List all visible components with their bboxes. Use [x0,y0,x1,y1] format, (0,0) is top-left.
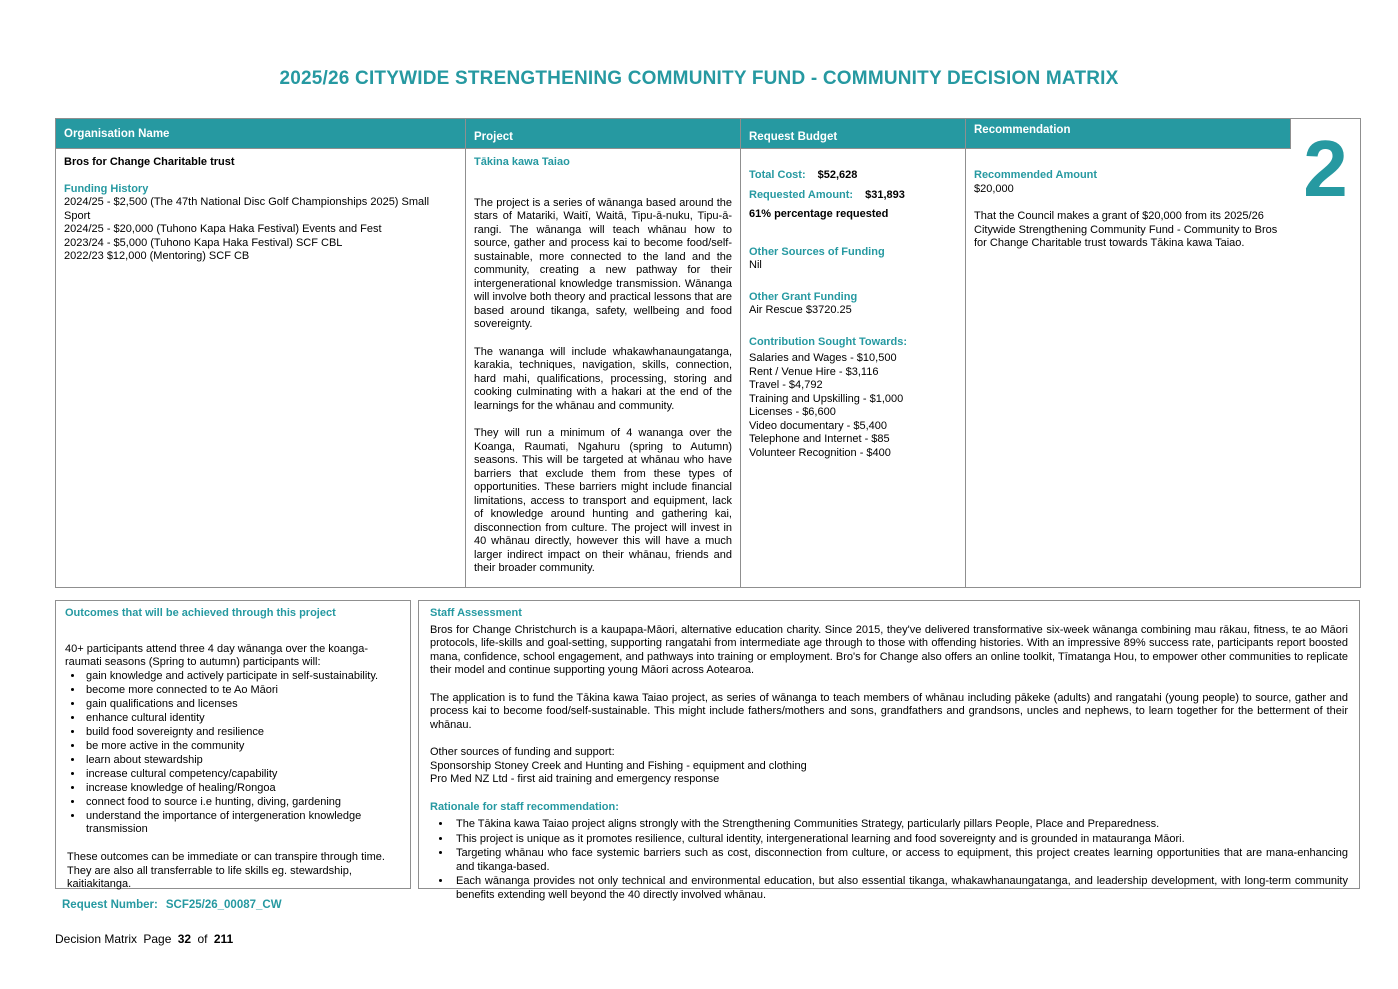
other-funding-line: Sponsorship Stoney Creek and Hunting and Fishing - equipment and clothing [430,759,807,772]
outcome-item: • learn about stewardship [84,754,401,768]
outcome-item: • be more active in the community [84,740,401,754]
footer-doc-label: Decision Matrix [55,932,138,946]
project-title: Tākina kawa Taiao [474,156,570,168]
outcome-item: • enhance cultural identity [84,712,401,726]
other-sources-value: Nil [749,259,762,271]
staff-assessment-paragraph: Bros for Change Christchurch is a kaupapa-Māori, alternative education charity. Since 2015, they've delivered transformative six-week wānanga combining mau rākau, fitness, te ao Māori protocols, life-skills and goal-setting, supporting rangatahi from intermediate age through to those with offending histories. With an impressive 89% success rate, participants report boosted mana, confidence, school engagement, and pathways into training or employment. Bro's for Change also offers an online toolkit, Tīmatanga Hou, to empower other communities to replicate their model and continue supporting young Māori across Aotearoa. [430,623,1348,676]
column-header-recommendation: Recommendation [966,119,1291,149]
contribution-line: Licenses - $6,600 [749,406,836,418]
other-sources-label: Other Sources of Funding [749,245,885,258]
contribution-line: Volunteer Recognition - $400 [749,446,891,459]
rationale-item: • This project is unique as it promotes resilience, cultural identity, intergenerational learning and food sovereignty and is grounded in matauranga Māori. [452,833,1348,847]
outcome-item: • increase cultural competency/capability [84,768,401,782]
outcome-item: • become more connected to te Ao Māori [84,684,401,698]
footer-of-label: of [197,932,208,946]
recommendation-cell [966,149,1291,587]
contribution-line: Travel - $4,792 [749,379,823,391]
percentage-requested: 61% percentage requested [749,208,889,220]
other-funding-line: Pro Med NZ Ltd - first aid training and emergency response [430,773,720,785]
outcome-item: • gain knowledge and actively participate in self-sustainability. [84,670,401,684]
outcomes-box [55,600,411,889]
project-cell [466,149,741,587]
footer-page-total: 211 [213,932,234,946]
rationale-item: • Targeting whānau who face systemic barriers such as cost, disconnection from culture, or access to equipment, this project creates learning opportunities that are mana-enhancing and tikanga-based. [452,847,1348,874]
requested-amount-value: $31,893 [865,188,905,201]
budget-cell [741,149,966,587]
column-header-organisation: Organisation Name [56,119,466,149]
decision-matrix-table [55,118,1361,588]
page-footer [55,932,236,946]
outcome-item: • increase knowledge of healing/Rongoa [84,782,401,796]
funding-history-line: 2022/23 $12,000 (Mentoring) SCF CB [64,250,250,262]
staff-assessment-box [418,600,1360,901]
contribution-line: Rent / Venue Hire - $3,116 [749,365,879,378]
page-title: 2025/26 CITYWIDE STRENGTHENING COMMUNITY FUND - COMMUNITY DECISION MATRIX [279,68,1119,89]
outcome-item: • gain qualifications and licenses [84,698,401,712]
outcome-item: • build food sovereignty and resilience [84,726,401,740]
organisation-cell [56,149,466,587]
request-number [62,899,282,911]
outcomes-list [71,670,401,837]
requested-amount-label: Requested Amount: [749,188,854,201]
funding-history-line: 2023/24 - $5,000 (Tuhono Kapa Haka Festival) SCF CBL [64,236,343,249]
request-number-value: SCF25/26_00087_CW [165,899,282,911]
outcomes-intro: 40+ participants attend three 4 day wānanga over the koanga-raumati seasons (Spring to autumn) participants will: [65,642,369,668]
contribution-line: Telephone and Internet - $85 [749,433,890,445]
staff-assessment-paragraph: The application is to fund the Tākina kawa Taiao project, as series of wānanga to teach members of whānau including pākeke (adults) and rangatahi (young people) to source, gather and process kai to become food/self-sustainable. This might include fathers/mothers and sons, grandfathers and grandsons, uncles and nephews, to learn together for the betterment of their whānau. [430,691,1348,731]
rationale-label: Rationale for staff recommendation: [430,800,619,813]
total-cost-value: $52,628 [817,169,858,181]
project-paragraph: The project is a series of wānanga based around the stars of Matariki, Waitī, Waitā, Tipu-ā-nuku, Tipu-ā-rangi. The wānanga will teach whānau how to source, gather and process kai to become food/self-sustainable, more connected to the land and the community, creating a new pathway for their intergenerational knowledge transmission. Wānanga will involve both theory and practical lessons that are based around tikanga, safety, wellbeing and food sovereignty. [474,196,732,330]
recommendation-text: That the Council makes a grant of $20,000 from its 2025/26 Citywide Strengthening Community Fund - Community to Bros for Change Charitable trust towards Tākina kawa Taiao. [974,210,1278,249]
column-header-budget: Request Budget [741,119,966,149]
outcome-item: • connect food to source i.e hunting, diving, gardening [84,796,401,810]
rationale-item: • The Tākina kawa Taiao project aligns strongly with the Strengthening Communities Strategy, particularly pillars People, Place and Preparedness. [452,818,1348,832]
organisation-name: Bros for Change Charitable trust [64,156,235,168]
funding-history-line: 2024/25 - $2,500 (The 47th National Disc Golf Championships 2025) Small Sport [64,196,430,222]
rationale-item: • Each wānanga provides not only technical and environmental education, but also essential tikanga, whakawhanaungatanga, and leadership development, with long-term community benefits extending well beyond the 40 directly involved whānau. [452,875,1348,902]
footer-page-label: Page [143,932,172,946]
other-grant-value: Air Rescue $3720.25 [749,304,852,316]
other-grant-label: Other Grant Funding [749,290,858,303]
funding-history-line: 2024/25 - $20,000 (Tuhono Kapa Haka Festival) Events and Fest [64,223,382,235]
contribution-label: Contribution Sought Towards: [749,335,908,348]
funding-history-label: Funding History [64,182,149,195]
staff-assessment-title: Staff Assessment [430,607,522,619]
contribution-line: Training and Upskilling - $1,000 [749,392,904,405]
outcomes-closing: These outcomes can be immediate or can transpire through time. They are also all transferrable to life skills eg. stewardship, kaitiakitanga. [67,851,385,890]
recommended-amount-label: Recommended Amount [974,169,1098,181]
priority-number-cell [1291,119,1360,587]
project-paragraph: They will run a minimum of 4 wananga over the Koanga, Raumati, Ngahuru (spring to Autumn) seasons. This will be targeted at whānau who have barriers that exclude them from these types of opportunities. These barriers might include financial limitations, access to transport and equipment, lack of knowledge around hunting and gathering kai, disconnection from culture. The project will invest in 40 whānau directly, however this will have a much larger indirect impact on their whānau, friends and their broader community. [474,427,732,574]
contribution-line: Salaries and Wages - $10,500 [749,352,897,364]
other-funding-line: Other sources of funding and support: [430,746,615,758]
priority-number: 2 [1303,124,1348,213]
recommended-amount-value: $20,000 [974,182,1014,195]
outcome-item: • understand the importance of intergeneration knowledge transmission [84,810,401,837]
request-number-label: Request Number: [62,899,158,911]
footer-page-current: 32 [177,932,192,946]
project-paragraph: The wananga will include whakawhanaungatanga, karakia, techniques, navigation, skills, connection, hard mahi, qualifications, processing, storing and cooking culminating with a hakari at the end of the learnings for the whānau and community. [474,345,732,412]
outcomes-title: Outcomes that will be achieved through this project [65,607,336,619]
contribution-line: Video documentary - $5,400 [749,419,887,432]
rationale-list [438,818,1348,902]
total-cost-label: Total Cost: [749,169,806,181]
column-header-project: Project [466,119,741,149]
